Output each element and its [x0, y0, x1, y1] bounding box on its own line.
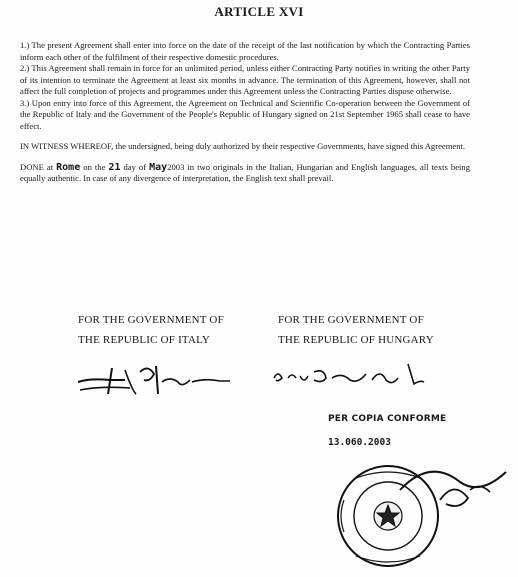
done-prefix: DONE at — [20, 161, 54, 172]
signature-block-hungary — [278, 310, 434, 350]
witness-clause: IN WITNESS WHEREOF, the undersigned, being duly authorized by their respective Governments, have signed this Agreement. — [20, 141, 466, 151]
copy-stamp-label: PER COPIA CONFORME — [328, 414, 447, 424]
done-place-handwritten: Rome — [56, 161, 81, 173]
article-title: ARTICLE XVI — [214, 4, 304, 19]
signature-hungary-line-1: FOR THE GOVERNMENT OF — [278, 314, 424, 326]
done-day-handwritten: 21 — [108, 161, 121, 173]
done-rest: 2003 in two originals in the Italian, Hungarian and English languages, all texts being equally authentic. In case of any divergence of interpretation, the English text shall prevail. — [20, 161, 470, 183]
signature-italy-line-1: FOR THE GOVERNMENT OF — [78, 314, 224, 326]
paragraph-3: 3.) Upon entry into force of this Agreement, the Agreement on Technical and Scientific Co-operation between the Government of the Republic of Italy and the Government of the People's Republic of Hungary signed on 21st September 1965 shall cease to have effect. — [20, 97, 470, 131]
signature-hungary-scrawl — [268, 360, 448, 390]
done-month-handwritten: May — [149, 161, 168, 173]
done-on: on the — [83, 161, 106, 172]
signature-italy-scrawl — [70, 360, 240, 400]
signature-italy-line-2: THE REPUBLIC OF ITALY — [78, 334, 211, 346]
official-seal-icon — [330, 460, 510, 572]
article-body — [20, 40, 470, 185]
copy-stamp-date: 13.060.2003 — [328, 437, 391, 448]
signature-hungary-line-2: THE REPUBLIC OF HUNGARY — [278, 334, 434, 346]
paragraph-1: 1.) The present Agreement shall enter into force on the date of the receipt of the last notification by which the Contracting Parties inform each other of the fulfilment of their respective domestic procedures. — [20, 40, 470, 62]
signature-block-italy — [78, 310, 224, 350]
done-clause — [20, 162, 470, 185]
done-dayof: day of — [123, 161, 147, 172]
paragraph-2: 2.) This Agreement shall remain in force for an unlimited period, unless either Contracting Party notifies in writing the other Party of its intention to terminate the Agreement at least six months in advance. The termination of this Agreement, however, shall not affect the full completion of projects and programmes under this Agreement unless the Contracting Parties dispose otherwise. — [20, 63, 470, 96]
